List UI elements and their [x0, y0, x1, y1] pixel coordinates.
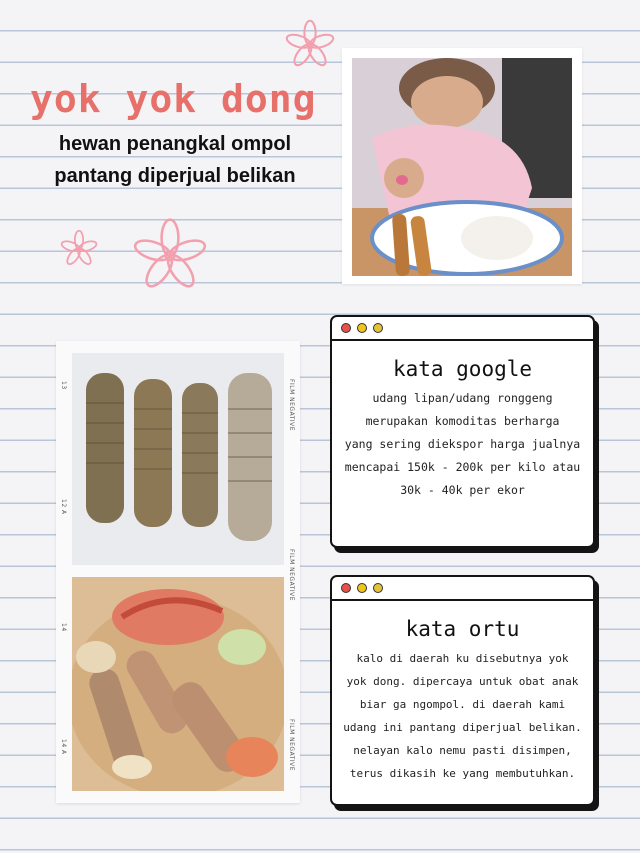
- yellow-dot-icon: [357, 583, 367, 593]
- card-line: udang ini pantang diperjual belikan.: [343, 721, 582, 734]
- subtitle-line-1: hewan penangkal ompol: [58, 133, 292, 155]
- card-line: yang sering diekspor harga jualnya: [344, 437, 581, 451]
- red-dot-icon: [341, 583, 351, 593]
- card-title: kata ortu: [405, 617, 520, 641]
- card-line: biar ga ngompol. di daerah kami: [359, 698, 566, 711]
- flower-doodle-icon: [58, 228, 100, 270]
- yellow-dot-icon: [373, 323, 383, 333]
- card-kata-ortu: [330, 575, 595, 806]
- film-negative-label: FILM NEGATIVE: [288, 379, 295, 432]
- yellow-dot-icon: [373, 583, 383, 593]
- film-negative-label: FILM NEGATIVE: [288, 549, 295, 602]
- mantis-shrimp-dish-photo: [72, 577, 284, 791]
- card-body: [332, 387, 593, 502]
- child-eating-photo: [352, 58, 572, 276]
- subtitle-line-2: pantang diperjual belikan: [54, 165, 296, 187]
- frame-number: 14: [60, 623, 67, 632]
- card-body: [332, 647, 593, 785]
- window-title-bar: [332, 317, 593, 341]
- card-line: udang lipan/udang ronggeng: [372, 391, 553, 405]
- flower-doodle-icon: [282, 14, 338, 76]
- card-line: terus dikasih ke yang membutuhkan.: [349, 767, 576, 780]
- window-title-bar: [332, 577, 593, 601]
- frame-number: 12 A: [60, 499, 67, 515]
- card-line: 30k - 40k per ekor: [400, 483, 525, 497]
- card-line: mencapai 150k - 200k per kilo atau: [344, 460, 581, 474]
- card-title: kata google: [392, 357, 533, 381]
- card-line: yok dong. dipercaya untuk obat anak: [346, 675, 579, 688]
- card-line: nelayan kalo nemu pasti disimpen,: [353, 744, 572, 757]
- card-line: kalo di daerah ku disebutnya yok: [356, 652, 569, 665]
- page-title: yok yok dong: [30, 77, 317, 121]
- card-line: merupakan komoditas berharga: [365, 414, 560, 428]
- film-strip: [56, 341, 300, 803]
- flower-doodle-icon: [128, 214, 212, 298]
- frame-number: 13: [60, 381, 67, 390]
- photo-frame-child: [342, 48, 582, 284]
- yellow-dot-icon: [357, 323, 367, 333]
- film-negative-label: FILM NEGATIVE: [288, 719, 295, 772]
- mantis-shrimp-raw-photo: [72, 353, 284, 565]
- card-kata-google: [330, 315, 595, 548]
- red-dot-icon: [341, 323, 351, 333]
- frame-number: 14 A: [60, 739, 67, 755]
